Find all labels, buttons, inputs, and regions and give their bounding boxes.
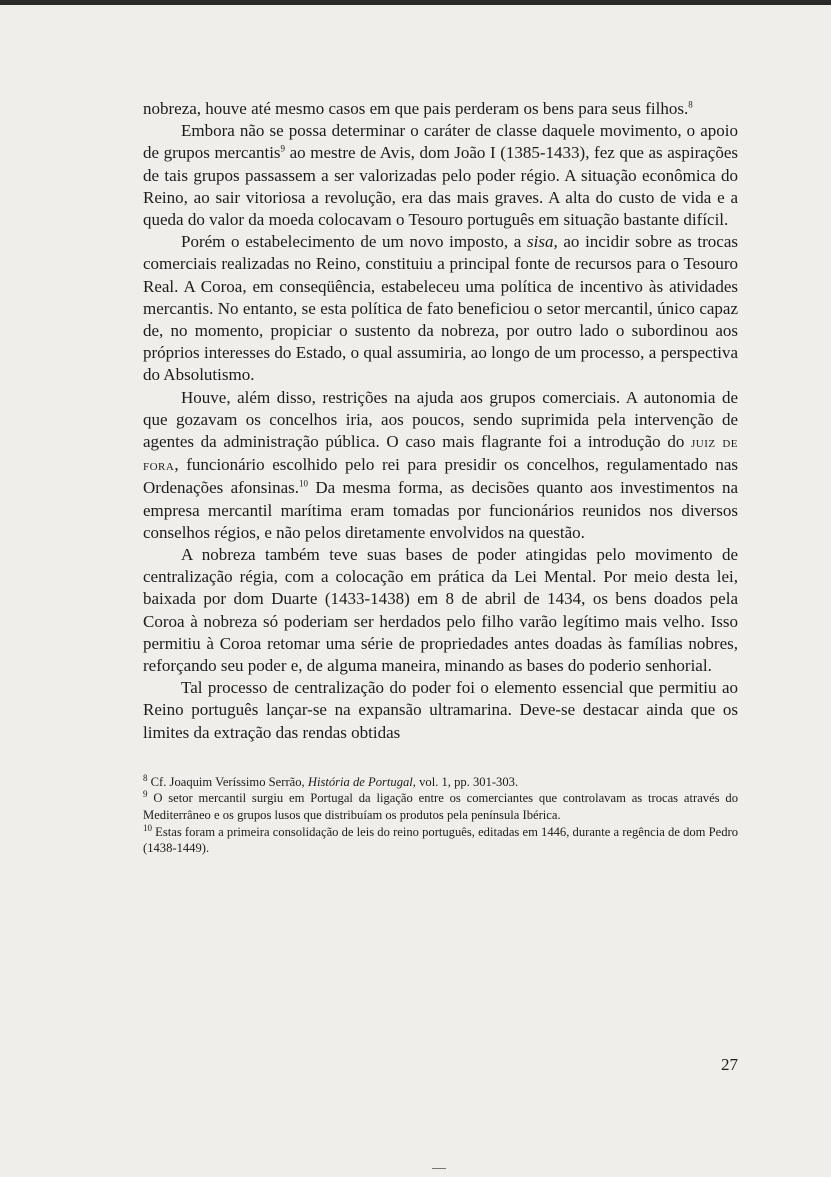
footnote-ref-9: 9	[280, 143, 286, 154]
footnote-8: $^8$ Cf. Joaquim Veríssimo Serrão, História de Portugal, vol. 1, pp. 301-303.	[143, 772, 519, 789]
scan-top-edge	[0, 0, 831, 5]
page-number: 27	[721, 1055, 738, 1074]
term-juiz-de-fora: juiz de fora	[143, 435, 738, 475]
footnote-9: $^9$ O setor mercantil surgiu em Portugal da ligação entre os comerciantes que controlavam as trocas através do Mediterrâneo e os grupos lusos que distribuíam os produtos pela península Ibérica.	[143, 789, 738, 823]
paragraph-3: Porém o estabelecimento de um novo imposto, a sisa, ao incidir sobre as trocas comerciais realizadas no Reino, constituiu a principal fonte de recursos para o Tesouro Real. A Coroa, em conseqüência, estabeleceu uma política de incentivo às atividades mercantis. No entanto, se esta política de fato beneficiou o setor mercantil, único capaz de, no momento, propiciar o sustento da nobreza, por outro lado o subordinou aos próprios interesses do Estado, o qual assumiria, ao longo de um processo, a perspectiva do Absolutismo.	[143, 232, 738, 385]
scan-mark	[432, 1168, 446, 1169]
paragraph-2: Embora não se possa determinar o caráter de classe daquele movimento, o apoio de grupos mercantis$^9$ ao mestre de Avis, dom João I (1385-1433), fez que as aspirações de tais grupos passassem a ser valorizadas pelo poder régio. A situação econômica do Reino, ao sair vitoriosa a revolução, era das mais graves. A alta do custo de vida e a queda do valor da moeda colocavam o Tesouro português em situação bastante difícil.	[143, 121, 738, 230]
term-sisa: sisa,	[527, 232, 558, 252]
footnote-ref-8: 8	[688, 99, 693, 110]
footnote-10: $^{10}$ Estas foram a primeira consolidação de leis do reino português, editadas em 1446, durante a regência de dom Pedro (1438-1449).	[143, 822, 738, 856]
paragraph-5: A nobreza também teve suas bases de poder atingidas pelo movimento de centralização régia, com a colocação em prática da Lei Mental. Por meio desta lei, baixada por dom Duarte (1433-1438) em 8 de abril de 1434, os bens doados pela Coroa à nobreza só poderiam ser herdados pelo filho varão legítimo mais velho. Isso permitiu à Coroa retomar uma série de propriedades antes doadas às famílias nobres, reforçando seu poder e, de alguma maneira, minando as bases do poderio senhorial.	[143, 545, 738, 676]
paragraph-1: nobreza, houve até mesmo casos em que pais perderam os bens para seus filhos.$^8$	[143, 99, 693, 118]
paragraph-4: Houve, além disso, restrições na ajuda aos grupos comerciais. A autonomia de que gozavam os concelhos iria, aos poucos, sendo suprimida pela intervenção de agentes da administração pública. O caso mais flagrante foi a introdução do juiz de fora, funcionário escolhido pelo rei para presidir os concelhos, regulamentado nas Ordenações afonsinas.$^{10}$ Da mesma forma, as decisões quanto aos investimentos na empresa mercantil marítima eram tomadas por funcionários reunidos nos diversos conselhos régios, e não pelos diretamente envolvidos na questão.	[143, 387, 738, 542]
paragraph-6: Tal processo de centralização do poder foi o elemento essencial que permitiu ao Reino português lançar-se na expansão ultramarina. Deve-se destacar ainda que os limites da extração das rendas obtidas	[143, 678, 738, 742]
footnotes	[143, 774, 738, 857]
page-text-block	[143, 98, 738, 857]
footnote-ref-10: 10	[299, 478, 309, 489]
